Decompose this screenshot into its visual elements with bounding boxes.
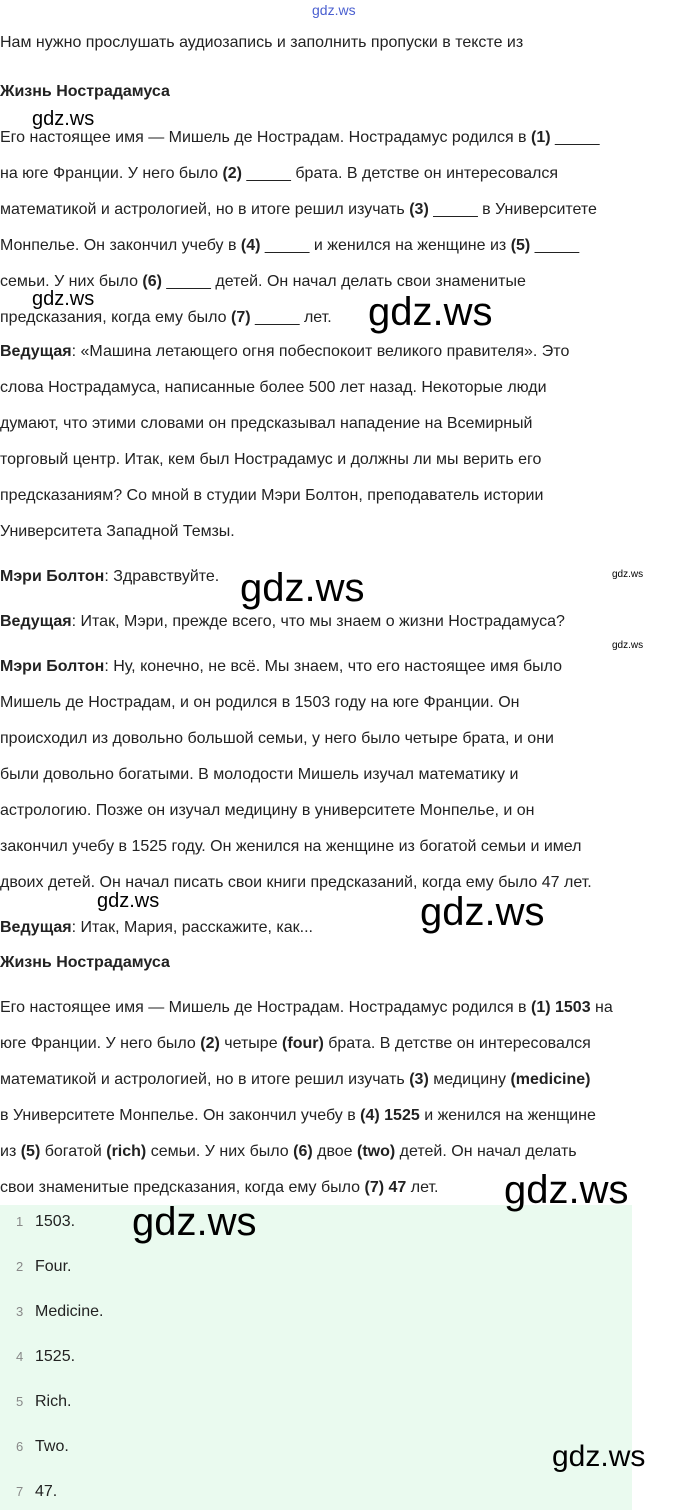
dialogue-line: астрологию. Позже он изучал медицину в университете Монпелье, и он bbox=[0, 802, 535, 819]
dialogue-line: двоих детей. Он начал писать свои книги предсказаний, когда ему было 47 лет. bbox=[0, 874, 592, 891]
answer-number: 5 bbox=[16, 1394, 24, 1409]
watermark: gdz.ws bbox=[97, 890, 160, 912]
dialogue-line: Мишель де Нострадам, и он родился в 1503 году на юге Франции. Он bbox=[0, 694, 520, 711]
task-heading: Жизнь Нострадамуса bbox=[0, 83, 170, 100]
answer-number: 4 bbox=[16, 1349, 24, 1364]
answer-text: Four. bbox=[35, 1258, 72, 1275]
watermark: gdz.ws bbox=[612, 569, 644, 580]
solution-line: Его настоящее имя — Мишель де Нострадам. Нострадамус родился в (1) 1503 на bbox=[0, 999, 613, 1016]
solution-line: из (5) богатой (rich) семьи. У них было (6) двое (two) детей. Он начал делать bbox=[0, 1143, 577, 1160]
answer-number: 6 bbox=[16, 1439, 24, 1454]
answer-number: 2 bbox=[16, 1259, 24, 1274]
dialogue-line: торговый центр. Итак, кем был Нострадамус и должны ли мы верить его bbox=[0, 451, 542, 468]
watermark: gdz.ws bbox=[420, 890, 545, 934]
task-line: Его настоящее имя — Мишель де Нострадам. Нострадамус родился в (1) _____ bbox=[0, 129, 600, 146]
solution-line: юге Франции. У него было (2) четыре (four) брата. В детстве он интересовался bbox=[0, 1035, 591, 1052]
task-line: предсказания, когда ему было (7) _____ лет. bbox=[0, 309, 332, 326]
intro-text: Нам нужно прослушать аудиозапись и заполнить пропуски в тексте из bbox=[0, 34, 524, 51]
answer-text: 47. bbox=[35, 1483, 58, 1500]
dialogue-line: Мэри Болтон: Ну, конечно, не всё. Мы знаем, что его настоящее имя было bbox=[0, 658, 563, 675]
answer-text: 1525. bbox=[35, 1348, 76, 1365]
dialogue-line: Университета Западной Темзы. bbox=[0, 523, 235, 540]
dialogue-line: были довольно богатыми. В молодости Мишель изучал математику и bbox=[0, 766, 519, 783]
solution-heading: Жизнь Нострадамуса bbox=[0, 954, 170, 971]
task-line: на юге Франции. У него было (2) _____ брата. В детстве он интересовался bbox=[0, 165, 558, 182]
watermark: gdz.ws bbox=[612, 640, 644, 651]
answer-number: 7 bbox=[16, 1484, 24, 1499]
answer-text: Two. bbox=[35, 1438, 69, 1455]
watermark: gdz.ws bbox=[552, 1440, 646, 1473]
watermark: gdz.ws bbox=[32, 108, 95, 130]
clipped-line bbox=[0, 66, 300, 74]
answer-text: Medicine. bbox=[35, 1303, 104, 1320]
dialogue-line: предсказаниям? Со мной в студии Мэри Болтон, преподаватель истории bbox=[0, 487, 544, 504]
dialogue-line: происходил из довольно большой семьи, у него было четыре брата, и они bbox=[0, 730, 554, 747]
answer-text: Rich. bbox=[35, 1393, 72, 1410]
dialogue-line: Ведущая: Итак, Мария, расскажите, как... bbox=[0, 919, 313, 936]
task-line: Монпелье. Он закончил учебу в (4) _____ и женился на женщине из (5) _____ bbox=[0, 237, 580, 254]
watermark: gdz.ws bbox=[240, 566, 365, 610]
solution-line: математикой и астрологией, но в итоге решил изучать (3) медицину (medicine) bbox=[0, 1071, 591, 1088]
dialogue-line: закончил учебу в 1525 году. Он женился на женщине из богатой семьи и имел bbox=[0, 838, 582, 855]
watermark: gdz.ws bbox=[132, 1200, 257, 1244]
task-line: семьи. У них было (6) _____ детей. Он начал делать свои знаменитые bbox=[0, 273, 526, 290]
watermark: gdz.ws bbox=[504, 1168, 629, 1212]
task-line: математикой и астрологией, но в итоге решил изучать (3) _____ в Университете bbox=[0, 201, 597, 218]
answer-number: 1 bbox=[16, 1214, 24, 1229]
answer-text: 1503. bbox=[35, 1213, 76, 1230]
watermark: gdz.ws bbox=[32, 288, 95, 310]
dialogue-line: слова Нострадамуса, написанные более 500 лет назад. Некоторые люди bbox=[0, 379, 547, 396]
watermark-top: gdz.ws bbox=[312, 2, 356, 18]
solution-line: в Университете Монпелье. Он закончил учебу в (4) 1525 и женился на женщине bbox=[0, 1107, 596, 1124]
dialogue-line: Ведущая: «Машина летающего огня побеспокоит великого правителя». Это bbox=[0, 343, 570, 360]
dialogue-line: Мэри Болтон: Здравствуйте. bbox=[0, 568, 220, 585]
dialogue-line: Ведущая: Итак, Мэри, прежде всего, что мы знаем о жизни Нострадамуса? bbox=[0, 613, 565, 630]
answers-list bbox=[0, 1205, 632, 1510]
watermark: gdz.ws bbox=[368, 290, 493, 334]
solution-line: свои знаменитые предсказания, когда ему было (7) 47 лет. bbox=[0, 1179, 439, 1196]
answer-number: 3 bbox=[16, 1304, 24, 1319]
dialogue-line: думают, что этими словами он предсказывал нападение на Всемирный bbox=[0, 415, 533, 432]
